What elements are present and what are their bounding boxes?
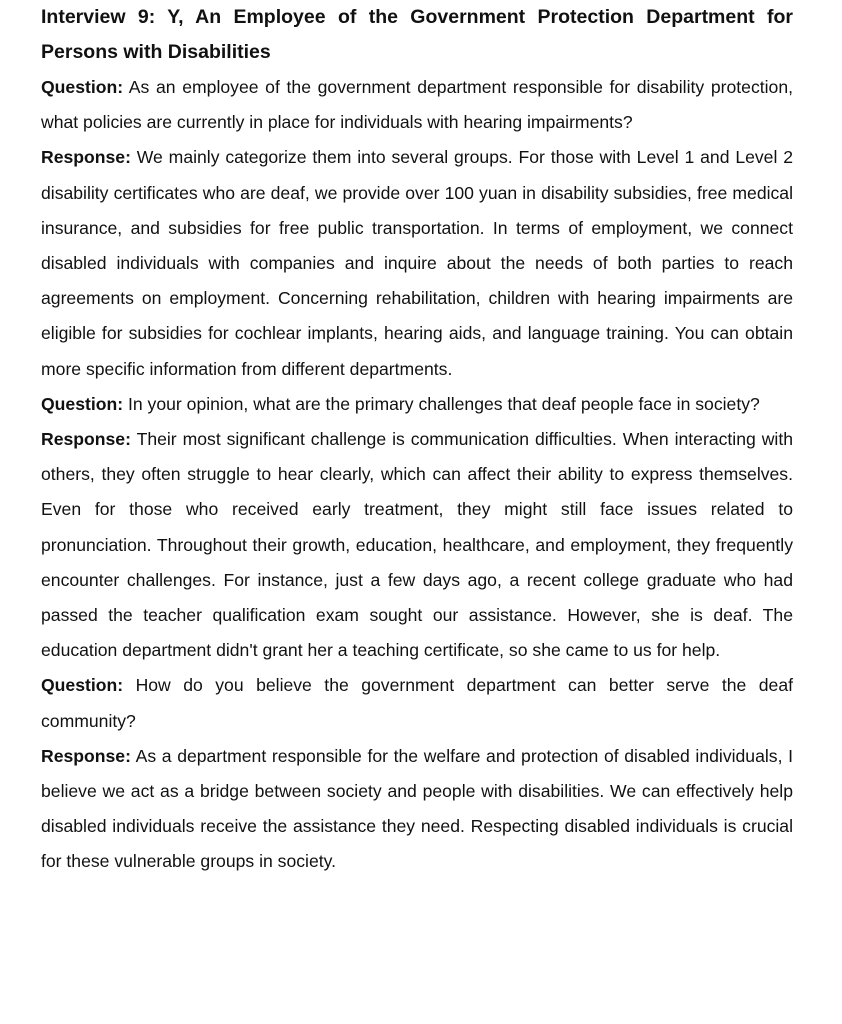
response-label: Response: [41, 745, 131, 766]
response-paragraph [41, 739, 793, 880]
response-paragraph [41, 422, 793, 668]
question-paragraph [41, 668, 793, 738]
response-text: As a department responsible for the welfare and protection of disabled individuals, I believe we act as a bridge between society and people with disabilities. We can effectively help disabled individuals receive the assistance they need. Respecting disabled individuals is crucial for these vulnerable groups in society. [41, 745, 793, 872]
question-text: How do you believe the government department can better serve the deaf community? [41, 675, 793, 731]
question-label: Question: [41, 77, 124, 97]
question-paragraph [41, 387, 793, 422]
response-label: Response: [41, 429, 131, 450]
response-label: Response: [41, 147, 131, 168]
question-label: Question: [41, 675, 124, 696]
question-text: In your opinion, what are the primary challenges that deaf people face in society? [123, 393, 760, 414]
document-page [41, 0, 793, 880]
response-text: Their most significant challenge is communication difficulties. When interacting with others, they often struggle to hear clearly, which can affect their ability to express themselves. Even for those who received early treatment, they might still face issues related to pronunciation. Throughout their growth, education, healthcare, and employment, they frequently encounter challenges. For instance, just a few days ago, a recent college graduate who had passed the teacher qualification exam sought our assistance. However, she is deaf. The education department didn't grant her a teaching certificate, so she came to us for help. [41, 429, 793, 661]
response-text: We mainly categorize them into several groups. For those with Level 1 and Level 2 disability certificates who are deaf, we provide over 100 yuan in disability subsidies, free medical insurance, and subsidies for free public transportation. In terms of employment, we connect disabled individuals with companies and inquire about the needs of both parties to reach agreements on employment. Concerning rehabilitation, children with hearing impairments are eligible for subsidies for cochlear implants, hearing aids, and language training. You can obtain more specific information from different departments. [41, 147, 793, 379]
question-label: Question: [41, 393, 124, 414]
interview-title: Interview 9: Y, An Employee of the Government Protection Department for Persons with Disabilities [41, 6, 793, 63]
response-paragraph [41, 140, 793, 386]
question-text: As an employee of the government department responsible for disability protection, what policies are currently in place for individuals with hearing impairments? [41, 77, 793, 133]
question-paragraph [41, 70, 793, 140]
